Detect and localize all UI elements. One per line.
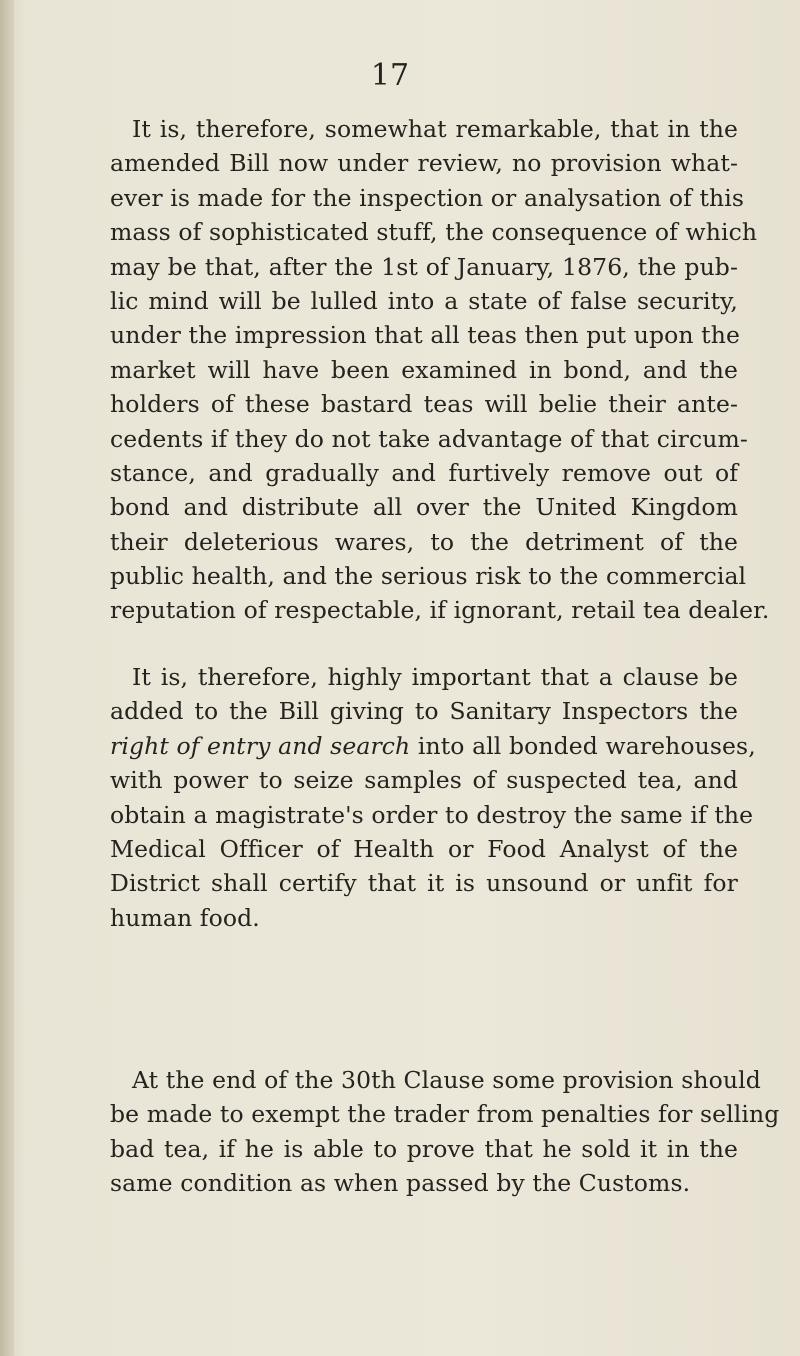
paragraph-1-line: public health, and the serious risk to the commercial — [110, 562, 747, 591]
paragraph-3-line: same condition as when passed by the Customs. — [110, 1169, 691, 1198]
paragraph-2-line: Medical Officer of Health or Food Analyst of the — [110, 834, 738, 863]
paragraph-1-line: reputation of respectable, if ignorant, retail tea dealer. — [110, 596, 770, 625]
paragraph-2-line: District shall certify that it is unsound or unfit for — [110, 869, 738, 898]
paragraph-1-line: their deleterious wares, to the detriment of the — [110, 527, 738, 556]
page-gutter-shadow — [0, 0, 14, 1356]
paragraph-1-line: under the impression that all teas then put upon the — [110, 321, 740, 350]
paragraph-3-line: be made to exempt the trader from penalties for selling — [110, 1100, 780, 1129]
paragraph-2 — [110, 660, 756, 935]
paragraph-1-line: may be that, after the 1st of January, 1876, the pub- — [110, 252, 738, 281]
paragraph-1-line: ever is made for the inspection or analysation of this — [110, 183, 745, 212]
paragraph-1-line: cedents if they do not take advantage of that circum- — [110, 424, 748, 453]
paragraph-2-line — [110, 729, 756, 763]
paragraph-2-line: with power to seize samples of suspected tea, and — [110, 766, 738, 795]
paragraph-1-line: It is, therefore, somewhat remarkable, that in the — [132, 115, 738, 143]
paragraph-1-line: mass of sophisticated stuff, the consequence of which — [110, 218, 758, 247]
paragraph-1-line: market will have been examined in bond, and the — [110, 355, 738, 384]
line-continuation: into all bonded warehouses, — [410, 731, 756, 760]
paragraph-1 — [110, 112, 770, 628]
page-number: 17 — [370, 58, 410, 93]
paragraph-3-line: bad tea, if he is able to prove that he sold it in the — [110, 1134, 738, 1163]
paragraph-1-line: amended Bill now under review, no provision what- — [110, 149, 738, 178]
paragraph-1-line: lic mind will be lulled into a state of false security, — [110, 286, 738, 315]
paragraph-2-line: human food. — [110, 903, 260, 932]
paragraph-1-line: stance, and gradually and furtively remove out of — [110, 458, 738, 487]
paragraph-2-line: added to the Bill giving to Sanitary Inspectors the — [110, 697, 738, 726]
paragraph-3 — [110, 1063, 780, 1201]
paragraph-1-line: bond and distribute all over the United Kingdom — [110, 493, 738, 522]
paragraph-1-line: holders of these bastard teas will belie their ante- — [110, 390, 738, 419]
paragraph-2-line: It is, therefore, highly important that a clause be — [132, 663, 738, 691]
paragraph-3-line: At the end of the 30th Clause some provision should — [132, 1066, 761, 1094]
italic-phrase: right of entry and search — [110, 731, 411, 760]
paragraph-2-line: obtain a magistrate's order to destroy the same if the — [110, 800, 754, 829]
